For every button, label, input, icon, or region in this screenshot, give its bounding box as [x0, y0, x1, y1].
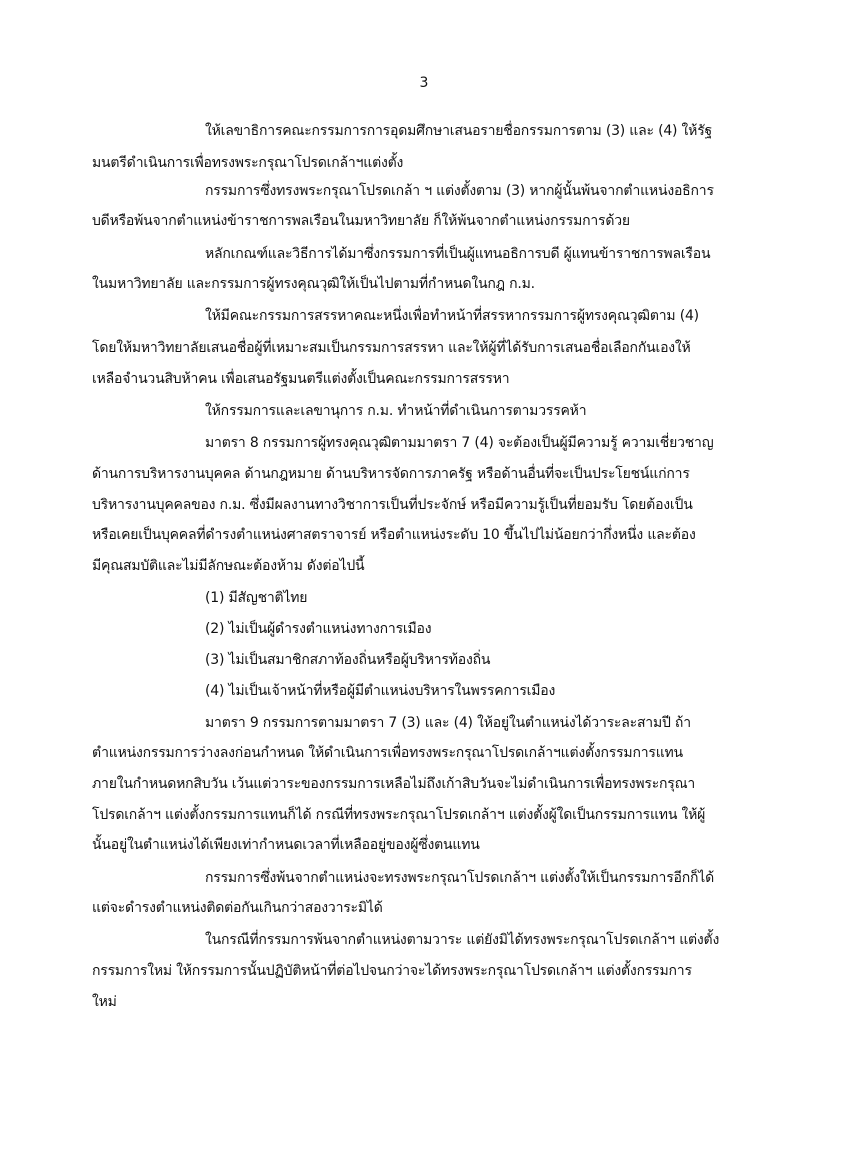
text-line: มาตรา 8 กรรมการผู้ทรงคุณวุฒิตามมาตรา 7 (4) จะต้องเป็นผู้มีความรู้ ความเชี่ยวชาญ: [205, 435, 714, 451]
list-item: (1) มีสัญชาติไทย: [205, 590, 308, 606]
text-line: มนตรีดำเนินการเพื่อทรงพระกรุณาโปรดเกล้าฯแต่งตั้ง: [92, 155, 404, 171]
text-line: หลักเกณฑ์และวิธีการได้มาซึ่งกรรมการที่เป็นผู้แทนอธิการบดี ผู้แทนข้าราชการพลเรือน: [205, 246, 711, 262]
text-line: โปรดเกล้าฯ แต่งตั้งกรรมการแทนก็ได้ กรณีที่ทรงพระกรุณาโปรดเกล้าฯ แต่งตั้งผู้ใดเป็นกรรมการแทน ให้ผู้: [92, 807, 706, 823]
text-line: หรือเคยเป็นบุคคลที่ดำรงตำแหน่งศาสตราจารย์ หรือตำแหน่งระดับ 10 ขึ้นไปไม่น้อยกว่ากึ่งหนึ่ง และต้อง: [92, 527, 696, 543]
text-line: บดีหรือพ้นจากตำแหน่งข้าราชการพลเรือนในมหาวิทยาลัย ก็ให้พ้นจากตำแหน่งกรรมการด้วย: [92, 213, 630, 229]
text-line: เหลือจำนวนสิบห้าคน เพื่อเสนอรัฐมนตรีแต่งตั้งเป็นคณะกรรมการสรรหา: [92, 371, 510, 387]
text-line: กรรมการใหม่ ให้กรรมการนั้นปฏิบัติหน้าที่ต่อไปจนกว่าจะได้ทรงพระกรุณาโปรดเกล้าฯ แต่งตั้งกรรมการ: [92, 963, 692, 979]
text-line: กรรมการซึ่งพ้นจากตำแหน่งจะทรงพระกรุณาโปรดเกล้าฯ แต่งตั้งให้เป็นกรรมการอีกก็ได้: [205, 870, 715, 886]
text-line: ใหม่: [92, 994, 117, 1010]
page-number: 3: [419, 75, 429, 91]
list-item: (4) ไม่เป็นเจ้าหน้าที่หรือผู้มีตำแหน่งบริหารในพรรคการเมือง: [205, 683, 556, 699]
list-item: (3) ไม่เป็นสมาชิกสภาท้องถิ่นหรือผู้บริหารท้องถิ่น: [205, 652, 491, 668]
text-line: ในกรณีที่กรรมการพ้นจากตำแหน่งตามวาระ แต่ยังมิได้ทรงพระกรุณาโปรดเกล้าฯ แต่งตั้ง: [205, 932, 720, 948]
text-line: นั้นอยู่ในตำแหน่งได้เพียงเท่ากำหนดเวลาที่เหลืออยู่ของผู้ซึ่งตนแทน: [92, 837, 480, 853]
text-line: กรรมการซึ่งทรงพระกรุณาโปรดเกล้า ฯ แต่งตั้งตาม (3) หากผู้นั้นพ้นจากตำแหน่งอธิการ: [205, 183, 714, 199]
text-line: ให้กรรมการและเลขานุการ ก.ม. ทำหน้าที่ดำเนินการตามวรรคห้า: [205, 403, 587, 419]
list-item: (2) ไม่เป็นผู้ดำรงตำแหน่งทางการเมือง: [205, 621, 432, 637]
text-line: ด้านการบริหารงานบุคคล ด้านกฎหมาย ด้านบริหารจัดการภาครัฐ หรือด้านอื่นที่จะเป็นประโยชน์แก่การ: [92, 466, 690, 482]
text-line: ภายในกำหนดหกสิบวัน เว้นแต่วาระของกรรมการเหลือไม่ถึงเก้าสิบวันจะไม่ดำเนินการเพื่อทรงพระกรุณา: [92, 776, 696, 792]
text-line: มีคุณสมบัติและไม่มีลักษณะต้องห้าม ดังต่อไปนี้: [92, 558, 365, 574]
text-line: ให้เลขาธิการคณะกรรมการการอุดมศึกษาเสนอรายชื่อกรรมการตาม (3) และ (4) ให้รัฐ: [205, 123, 713, 139]
text-line: โดยให้มหาวิทยาลัยเสนอชื่อผู้ที่เหมาะสมเป็นกรรมการสรรหา และให้ผู้ที่ได้รับการเสนอชื่อเลือกกันเองให้: [92, 340, 691, 356]
text-line: ให้มีคณะกรรมการสรรหาคณะหนึ่งเพื่อทำหน้าที่สรรหากรรมการผู้ทรงคุณวุฒิตาม (4): [205, 308, 699, 324]
text-line: ตำแหน่งกรรมการว่างลงก่อนกำหนด ให้ดำเนินการเพื่อทรงพระกรุณาโปรดเกล้าฯแต่งตั้งกรรมการแทน: [92, 745, 683, 761]
text-line: มาตรา 9 กรรมการตามมาตรา 7 (3) และ (4) ให้อยู่ในตำแหน่งได้วาระละสามปี ถ้า: [205, 715, 691, 731]
text-line: บริหารงานบุคคลของ ก.ม. ซึ่งมีผลงานทางวิชาการเป็นที่ประจักษ์ หรือมีความรู้เป็นที่ยอมรับ โดยต้องเป็น: [92, 497, 693, 513]
text-line: แต่จะดำรงตำแหน่งติดต่อกันเกินกว่าสองวาระมิได้: [92, 900, 383, 916]
text-line: ในมหาวิทยาลัย และกรรมการผู้ทรงคุณวุฒิให้เป็นไปตามที่กำหนดในกฎ ก.ม.: [92, 276, 535, 292]
